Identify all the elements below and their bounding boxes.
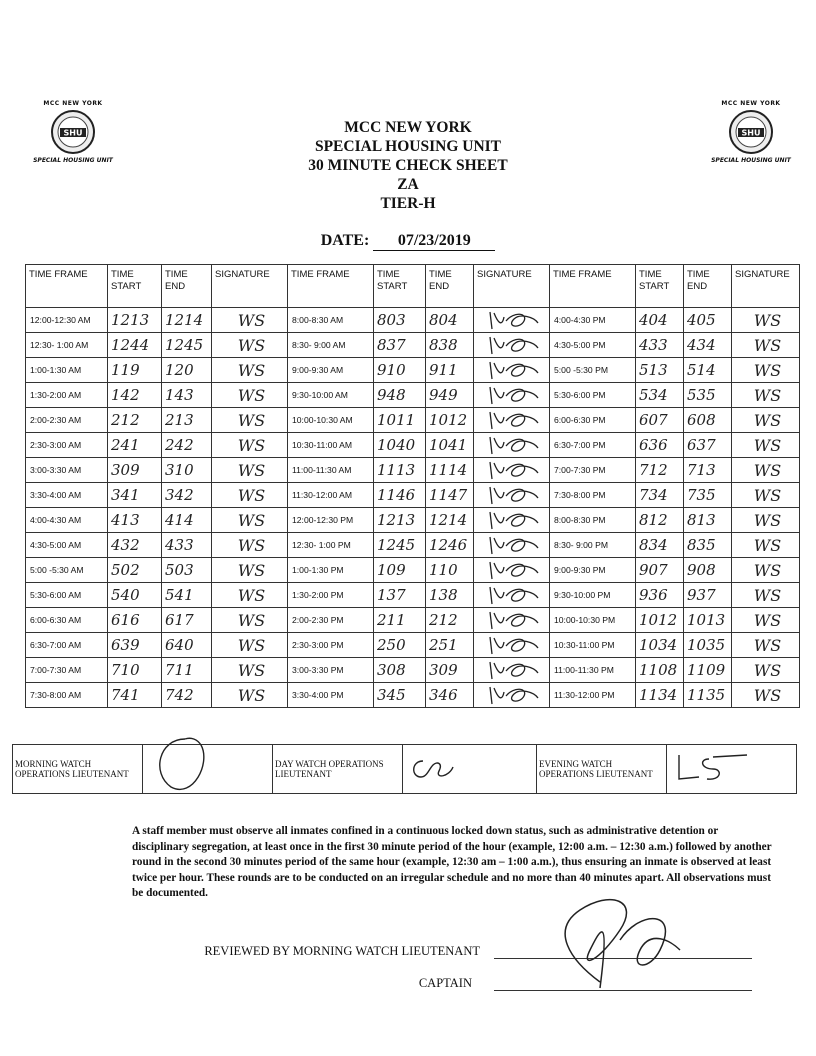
table-row xyxy=(26,308,800,333)
signature-cell: WS xyxy=(732,483,800,508)
time-frame-cell: 11:00-11:30 AM xyxy=(288,458,374,483)
table-row xyxy=(26,458,800,483)
time-end-cell: 434 xyxy=(684,333,732,358)
table-header-row xyxy=(26,265,800,308)
signature-cell xyxy=(474,408,550,433)
title-line: 30 MINUTE CHECK SHEET xyxy=(308,157,508,174)
signature-cell: WS xyxy=(732,333,800,358)
time-start-cell: 616 xyxy=(108,608,162,633)
signature-scribble-icon xyxy=(484,434,544,456)
time-start-cell: 433 xyxy=(636,333,684,358)
signature-cell: WS xyxy=(212,633,288,658)
signature-cell xyxy=(474,583,550,608)
signature-cell: WS xyxy=(212,308,288,333)
signature-cell xyxy=(474,608,550,633)
time-end-cell: 608 xyxy=(684,408,732,433)
time-end-cell: 310 xyxy=(162,458,212,483)
time-end-cell: 541 xyxy=(162,583,212,608)
signature-cell: WS xyxy=(732,683,800,708)
time-frame-cell: 1:00-1:30 PM xyxy=(288,558,374,583)
signature-cell: WS xyxy=(212,333,288,358)
time-start-cell: 309 xyxy=(108,458,162,483)
time-frame-cell: 4:00-4:30 AM xyxy=(26,508,108,533)
table-row xyxy=(26,333,800,358)
time-frame-cell: 11:30-12:00 PM xyxy=(550,683,636,708)
signature-cell: WS xyxy=(732,658,800,683)
column-header: TIME END xyxy=(162,265,212,308)
time-start-cell: 734 xyxy=(636,483,684,508)
signature-cell: WS xyxy=(212,508,288,533)
time-end-cell: 735 xyxy=(684,483,732,508)
time-frame-cell: 5:30-6:00 AM xyxy=(26,583,108,608)
time-frame-cell: 10:30-11:00 PM xyxy=(550,633,636,658)
time-frame-cell: 10:00-10:30 PM xyxy=(550,608,636,633)
time-end-cell: 212 xyxy=(426,608,474,633)
table-row xyxy=(26,433,800,458)
time-start-cell: 1244 xyxy=(108,333,162,358)
time-end-cell: 713 xyxy=(684,458,732,483)
time-frame-cell: 1:30-2:00 AM xyxy=(26,383,108,408)
time-start-cell: 812 xyxy=(636,508,684,533)
time-start-cell: 1113 xyxy=(374,458,426,483)
signature-scribble-icon xyxy=(484,359,544,381)
time-frame-cell: 10:30-11:00 AM xyxy=(288,433,374,458)
logo-unit-text: SPECIAL HOUSING UNIT xyxy=(711,157,791,164)
time-end-cell: 1013 xyxy=(684,608,732,633)
time-start-cell: 636 xyxy=(636,433,684,458)
time-frame-cell: 9:30-10:00 PM xyxy=(550,583,636,608)
time-end-cell: 242 xyxy=(162,433,212,458)
title-line: ZA xyxy=(397,176,419,193)
time-frame-cell: 12:00-12:30 AM xyxy=(26,308,108,333)
morning-lieutenant-signature xyxy=(143,745,273,794)
time-start-cell: 837 xyxy=(374,333,426,358)
table-row xyxy=(26,483,800,508)
title-line: SPECIAL HOUSING UNIT xyxy=(314,138,502,155)
time-start-cell: 413 xyxy=(108,508,162,533)
time-frame-cell: 3:30-4:00 PM xyxy=(288,683,374,708)
time-start-cell: 540 xyxy=(108,583,162,608)
column-header: TIME FRAME xyxy=(550,265,636,308)
reviewed-by-label: REVIEWED BY MORNING WATCH LIEUTENANT xyxy=(204,944,480,958)
time-start-cell: 109 xyxy=(374,558,426,583)
column-header: TIME START xyxy=(636,265,684,308)
time-frame-cell: 10:00-10:30 AM xyxy=(288,408,374,433)
time-frame-cell: 4:00-4:30 PM xyxy=(550,308,636,333)
time-end-cell: 433 xyxy=(162,533,212,558)
time-start-cell: 308 xyxy=(374,658,426,683)
signature-cell: WS xyxy=(732,383,800,408)
signature-cell: WS xyxy=(732,508,800,533)
table-row xyxy=(26,558,800,583)
signature-scribble-icon xyxy=(484,459,544,481)
time-end-cell: 1114 xyxy=(426,458,474,483)
time-frame-cell: 1:30-2:00 PM xyxy=(288,583,374,608)
time-end-cell: 617 xyxy=(162,608,212,633)
signature-cell: WS xyxy=(732,433,800,458)
time-frame-cell: 7:00-7:30 AM xyxy=(26,658,108,683)
signature-cell: WS xyxy=(212,383,288,408)
signature-cell xyxy=(474,658,550,683)
time-frame-cell: 7:00-7:30 PM xyxy=(550,458,636,483)
time-end-cell: 405 xyxy=(684,308,732,333)
time-frame-cell: 11:30-12:00 AM xyxy=(288,483,374,508)
signature-scribble-icon xyxy=(484,659,544,681)
signature-cell: WS xyxy=(732,558,800,583)
column-header: TIME FRAME xyxy=(26,265,108,308)
time-start-cell: 341 xyxy=(108,483,162,508)
table-row xyxy=(26,658,800,683)
time-start-cell: 137 xyxy=(374,583,426,608)
signature-cell: WS xyxy=(212,608,288,633)
time-end-cell: 503 xyxy=(162,558,212,583)
time-start-cell: 534 xyxy=(636,383,684,408)
time-frame-cell: 2:00-2:30 AM xyxy=(26,408,108,433)
day-lieutenant-signature xyxy=(403,745,537,794)
signature-cell: WS xyxy=(732,458,800,483)
lieutenant-signoff-table xyxy=(12,744,797,794)
signature-cell xyxy=(474,308,550,333)
table-row xyxy=(26,533,800,558)
time-frame-cell: 12:30- 1:00 AM xyxy=(26,333,108,358)
column-header: TIME START xyxy=(108,265,162,308)
signature-cell xyxy=(474,508,550,533)
table-row xyxy=(26,683,800,708)
reviewer-signature-mark xyxy=(540,890,690,990)
time-start-cell: 142 xyxy=(108,383,162,408)
time-start-cell: 212 xyxy=(108,408,162,433)
time-start-cell: 1134 xyxy=(636,683,684,708)
signature-scribble-icon xyxy=(484,634,544,656)
signature-scribble-icon xyxy=(484,309,544,331)
signature-cell: WS xyxy=(732,533,800,558)
signature-scribble-icon xyxy=(484,684,544,706)
time-end-cell: 1246 xyxy=(426,533,474,558)
observation-policy-notice: A staff member must observe all inmates confined in a continuous locked down status, such as administrative detention or disciplinary segregation, at least once in the first 30 minute period of the hour (example, 12:00 a.m. – 12:30 a.m.) followed by another round in the second 30 minutes period of the same hour (example, 12:30 am – 1:00 a.m.), thus ensuring an inmate is observed at least twice per hour. These rounds are to be conducted on an irregular schedule and no more than 40 minutes apart. All observations must be documented. xyxy=(132,825,772,900)
captain-signature-line xyxy=(494,990,752,991)
time-frame-cell: 7:30-8:00 PM xyxy=(550,483,636,508)
evening-signature-mark xyxy=(669,751,749,785)
time-start-cell: 803 xyxy=(374,308,426,333)
signature-scribble-icon xyxy=(484,559,544,581)
time-frame-cell: 2:30-3:00 PM xyxy=(288,633,374,658)
table-row xyxy=(26,358,800,383)
time-start-cell: 948 xyxy=(374,383,426,408)
signature-scribble-icon xyxy=(484,334,544,356)
time-end-cell: 911 xyxy=(426,358,474,383)
time-frame-cell: 5:30-6:00 PM xyxy=(550,383,636,408)
time-start-cell: 345 xyxy=(374,683,426,708)
morning-lieutenant-label: MORNING WATCH OPERATIONS LIEUTENANT xyxy=(13,745,143,794)
morning-signature-mark xyxy=(145,733,255,793)
time-frame-cell: 9:30-10:00 AM xyxy=(288,383,374,408)
time-frame-cell: 5:00 -5:30 PM xyxy=(550,358,636,383)
signature-cell: WS xyxy=(212,358,288,383)
time-frame-cell: 8:30- 9:00 AM xyxy=(288,333,374,358)
time-end-cell: 1035 xyxy=(684,633,732,658)
time-end-cell: 1214 xyxy=(426,508,474,533)
signature-cell xyxy=(474,483,550,508)
title-line: MCC NEW YORK xyxy=(344,119,472,136)
signature-cell: WS xyxy=(732,358,800,383)
time-frame-cell: 8:00-8:30 PM xyxy=(550,508,636,533)
logo-org-text: MCC NEW YORK xyxy=(721,100,781,107)
check-log-table xyxy=(25,264,800,708)
time-end-cell: 908 xyxy=(684,558,732,583)
time-start-cell: 211 xyxy=(374,608,426,633)
signature-cell: WS xyxy=(212,533,288,558)
svg-text:SHU: SHU xyxy=(63,128,83,138)
signature-cell: WS xyxy=(212,558,288,583)
time-start-cell: 1213 xyxy=(108,308,162,333)
time-start-cell: 1213 xyxy=(374,508,426,533)
table-row xyxy=(26,633,800,658)
check-log-body xyxy=(26,308,800,708)
time-end-cell: 1147 xyxy=(426,483,474,508)
signature-cell: WS xyxy=(732,633,800,658)
time-end-cell: 535 xyxy=(684,383,732,408)
time-end-cell: 143 xyxy=(162,383,212,408)
signature-scribble-icon xyxy=(484,509,544,531)
time-end-cell: 949 xyxy=(426,383,474,408)
signature-cell xyxy=(474,558,550,583)
time-end-cell: 637 xyxy=(684,433,732,458)
svg-text:SHU: SHU xyxy=(741,128,761,138)
time-end-cell: 251 xyxy=(426,633,474,658)
signature-cell xyxy=(474,383,550,408)
signature-cell xyxy=(474,358,550,383)
day-signature-mark xyxy=(405,753,465,783)
signature-cell xyxy=(474,633,550,658)
column-header: TIME FRAME xyxy=(288,265,374,308)
time-start-cell: 1034 xyxy=(636,633,684,658)
time-start-cell: 502 xyxy=(108,558,162,583)
time-start-cell: 741 xyxy=(108,683,162,708)
time-end-cell: 742 xyxy=(162,683,212,708)
time-frame-cell: 4:30-5:00 AM xyxy=(26,533,108,558)
table-row xyxy=(26,583,800,608)
time-start-cell: 1108 xyxy=(636,658,684,683)
table-row xyxy=(26,408,800,433)
signature-cell: WS xyxy=(212,583,288,608)
time-frame-cell: 3:30-4:00 AM xyxy=(26,483,108,508)
date-line xyxy=(0,232,816,251)
column-header: SIGNATURE xyxy=(474,265,550,308)
time-start-cell: 250 xyxy=(374,633,426,658)
time-end-cell: 110 xyxy=(426,558,474,583)
time-frame-cell: 7:30-8:00 AM xyxy=(26,683,108,708)
time-start-cell: 936 xyxy=(636,583,684,608)
signature-cell: WS xyxy=(732,608,800,633)
column-header: TIME END xyxy=(684,265,732,308)
time-start-cell: 404 xyxy=(636,308,684,333)
time-end-cell: 213 xyxy=(162,408,212,433)
time-start-cell: 513 xyxy=(636,358,684,383)
time-frame-cell: 9:00-9:30 AM xyxy=(288,358,374,383)
time-frame-cell: 6:30-7:00 PM xyxy=(550,433,636,458)
time-frame-cell: 1:00-1:30 AM xyxy=(26,358,108,383)
time-end-cell: 309 xyxy=(426,658,474,683)
time-end-cell: 711 xyxy=(162,658,212,683)
title-line: TIER-H xyxy=(380,195,436,212)
time-end-cell: 804 xyxy=(426,308,474,333)
evening-lieutenant-label: EVENING WATCH OPERATIONS LIEUTENANT xyxy=(537,745,667,794)
time-frame-cell: 11:00-11:30 PM xyxy=(550,658,636,683)
time-start-cell: 1040 xyxy=(374,433,426,458)
time-frame-cell: 4:30-5:00 PM xyxy=(550,333,636,358)
column-header: TIME START xyxy=(374,265,426,308)
evening-lieutenant-signature xyxy=(667,745,797,794)
time-frame-cell: 9:00-9:30 PM xyxy=(550,558,636,583)
signature-cell: WS xyxy=(212,658,288,683)
time-start-cell: 907 xyxy=(636,558,684,583)
table-row xyxy=(26,508,800,533)
signature-cell xyxy=(474,458,550,483)
column-header: SIGNATURE xyxy=(732,265,800,308)
signature-cell xyxy=(474,683,550,708)
time-frame-cell: 8:30- 9:00 PM xyxy=(550,533,636,558)
time-start-cell: 432 xyxy=(108,533,162,558)
time-frame-cell: 6:00-6:30 AM xyxy=(26,608,108,633)
time-end-cell: 1041 xyxy=(426,433,474,458)
time-start-cell: 1011 xyxy=(374,408,426,433)
time-end-cell: 1245 xyxy=(162,333,212,358)
time-start-cell: 712 xyxy=(636,458,684,483)
signature-cell xyxy=(474,333,550,358)
day-lieutenant-label: DAY WATCH OPERATIONS LIEUTENANT xyxy=(273,745,403,794)
document-title xyxy=(0,118,816,213)
time-start-cell: 1146 xyxy=(374,483,426,508)
logo-org-text: MCC NEW YORK xyxy=(43,100,103,107)
time-frame-cell: 12:00-12:30 PM xyxy=(288,508,374,533)
captain-label: CAPTAIN xyxy=(418,976,472,990)
signature-cell: WS xyxy=(732,583,800,608)
time-end-cell: 346 xyxy=(426,683,474,708)
time-end-cell: 1012 xyxy=(426,408,474,433)
logo-unit-text: SPECIAL HOUSING UNIT xyxy=(33,157,113,164)
time-start-cell: 710 xyxy=(108,658,162,683)
time-start-cell: 834 xyxy=(636,533,684,558)
time-end-cell: 414 xyxy=(162,508,212,533)
time-frame-cell: 3:00-3:30 PM xyxy=(288,658,374,683)
signature-cell: WS xyxy=(732,308,800,333)
column-header: TIME END xyxy=(426,265,474,308)
time-end-cell: 138 xyxy=(426,583,474,608)
signature-scribble-icon xyxy=(484,584,544,606)
time-frame-cell: 6:30-7:00 AM xyxy=(26,633,108,658)
time-end-cell: 514 xyxy=(684,358,732,383)
signature-scribble-icon xyxy=(484,409,544,431)
signature-cell: WS xyxy=(212,458,288,483)
time-end-cell: 813 xyxy=(684,508,732,533)
time-end-cell: 640 xyxy=(162,633,212,658)
signature-cell xyxy=(474,533,550,558)
signature-cell: WS xyxy=(732,408,800,433)
time-end-cell: 342 xyxy=(162,483,212,508)
table-row xyxy=(26,608,800,633)
time-start-cell: 241 xyxy=(108,433,162,458)
signature-cell: WS xyxy=(212,683,288,708)
time-start-cell: 119 xyxy=(108,358,162,383)
column-header: SIGNATURE xyxy=(212,265,288,308)
time-frame-cell: 2:30-3:00 AM xyxy=(26,433,108,458)
time-end-cell: 838 xyxy=(426,333,474,358)
time-start-cell: 607 xyxy=(636,408,684,433)
time-end-cell: 937 xyxy=(684,583,732,608)
time-frame-cell: 8:00-8:30 AM xyxy=(288,308,374,333)
time-start-cell: 639 xyxy=(108,633,162,658)
time-end-cell: 120 xyxy=(162,358,212,383)
time-start-cell: 910 xyxy=(374,358,426,383)
time-frame-cell: 12:30- 1:00 PM xyxy=(288,533,374,558)
time-end-cell: 835 xyxy=(684,533,732,558)
time-end-cell: 1214 xyxy=(162,308,212,333)
signature-scribble-icon xyxy=(484,609,544,631)
time-end-cell: 1109 xyxy=(684,658,732,683)
time-frame-cell: 6:00-6:30 PM xyxy=(550,408,636,433)
table-row xyxy=(26,383,800,408)
time-frame-cell: 2:00-2:30 PM xyxy=(288,608,374,633)
signature-scribble-icon xyxy=(484,384,544,406)
signature-scribble-icon xyxy=(484,534,544,556)
signature-cell: WS xyxy=(212,483,288,508)
signature-cell: WS xyxy=(212,408,288,433)
time-frame-cell: 5:00 -5:30 AM xyxy=(26,558,108,583)
time-start-cell: 1245 xyxy=(374,533,426,558)
time-end-cell: 1135 xyxy=(684,683,732,708)
date-label: DATE: xyxy=(320,232,370,249)
time-frame-cell: 3:00-3:30 AM xyxy=(26,458,108,483)
signature-cell: WS xyxy=(212,433,288,458)
date-value: 07/23/2019 xyxy=(373,232,495,251)
time-start-cell: 1012 xyxy=(636,608,684,633)
signature-scribble-icon xyxy=(484,484,544,506)
signature-cell xyxy=(474,433,550,458)
